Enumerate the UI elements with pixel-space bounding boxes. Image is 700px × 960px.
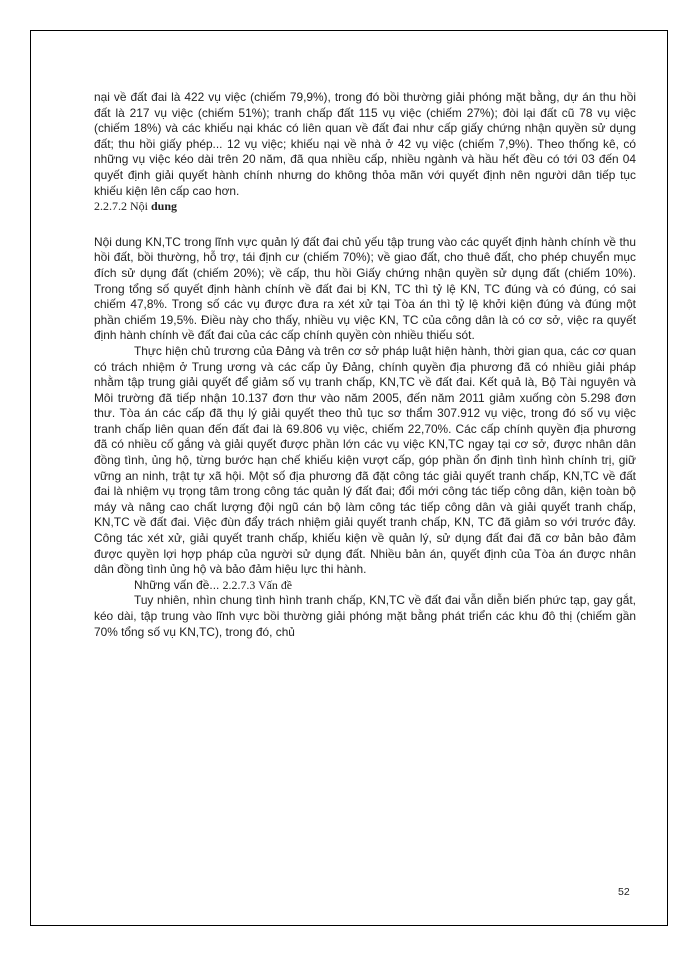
issues-heading: 2.2.7.3 Vấn đề [222,577,293,592]
document-body [94,90,636,640]
paragraph-issues: Tuy nhiên, nhìn chung tình hình tranh chấp, KN,TC về đất đai vẫn diễn biến phức tạp, gay gắt, kéo dài, tập trung vào lĩnh vực bồi thường giải phóng mặt bằng phát triển các khu đô thị (chiếm gần 70% tổng số vụ KN,TC), trong đó, chủ [94,593,636,639]
page-number: 52 [618,886,630,898]
heading-bold: dung [151,199,178,214]
paragraph-land-complaints-stats: nại về đất đai là 422 vụ việc (chiếm 79,9%), trong đó bồi thường giải phóng mặt bằng, dự án thu hồi đất là 217 vụ việc (chiếm 51%); tranh chấp đất 115 vụ việc (chiếm 27%); đòi lại đất cũ 78 vụ việc (chiếm 18%) và các khiếu nại khác có liên quan về đất đai như cấp giấy chứng nhận quyền sử dụng đất; thu hồi giấy phép... 12 vụ việc; khiếu nại về nhà ở 42 vụ việc (chiếm 7,9%). Theo thống kê, có những vụ việc kéo dài trên 20 năm, đã qua nhiều cấp, nhiều ngành và hầu hết đều có tới 03 đến 04 quyết định giải quyết hành chính nhưng do không thỏa mãn với quyết định nên người dân tiếp tục khiếu kiện lên cấp cao hơn. [94,90,636,198]
section-heading-2-2-7-3 [94,578,636,594]
section-heading-2-2-7-2 [94,199,636,215]
issues-prefix: Những vấn đề... [134,577,223,592]
heading-prefix: 2.2.7.2 Nội [94,199,151,214]
paragraph-content: Nội dung KN,TC trong lĩnh vực quản lý đất đai chủ yếu tập trung vào các quyết định hành chính về thu hồi đất, bồi thường, hỗ trợ, tái định cư (chiếm 70%); về giao đất, cho thuê đất, cho phép chuyển mục đích sử dụng đất (chiếm 20%); về cấp, thu hồi Giấy chứng nhận quyền sử dụng đất (chiếm 10%). Trong tổng số quyết định hành chính về đất đai bị KN, TC thì tỷ lệ KN, TC đúng và có đúng, có sai chiếm 47,8%. Trong số các vụ được đưa ra xét xử tại Tòa án thì tỷ lệ khởi kiện đúng và đúng một phần chiếm 19,5%. Điều này cho thấy, nhiều vụ việc KN, TC của công dân là có cơ sở, việc ra quyết định hành chính về đất đai của các cấp chính quyền còn nhiều thiếu sót. [94,234,636,343]
paragraph-implementation: Thực hiện chủ trương của Đảng và trên cơ sở pháp luật hiện hành, thời gian qua, các cơ quan có trách nhiệm ở Trung ương và các cấp ủy Đảng, chính quyền địa phương đã có nhiều giải pháp nhằm tập trung giải quyết để giảm số vụ tranh chấp, KN,TC về đất đai. Kết quả là, Bộ Tài nguyên và Môi trường đã tiếp nhận 10.137 đơn thư vào năm 2005, đến năm 2011 giảm xuống còn 5.298 đơn thư. Tòa án các cấp đã thụ lý giải quyết theo thủ tục sơ thẩm 307.912 vụ việc, trong đó số vụ việc tranh chấp liên quan đến đất đai là 69.806 vụ việc, chiếm 22,70%. Các cấp chính quyền địa phương đã có nhiều cố gắng và giải quyết được phần lớn các vụ việc KN,TC ngay tại cơ sở, được nhân dân đồng tình, ủng hộ, từng bước hạn chế khiếu kiện vượt cấp, góp phần ổn định tình hình chính trị, giữ vững an ninh, trật tự xã hội. Một số địa phương đã đặt công tác giải quyết tranh chấp, KN,TC về đất đai là nhiệm vụ trọng tâm trong công tác quản lý đất đai; đổi mới công tác tiếp công dân, kiện toàn bộ máy và nâng cao chất lượng đội ngũ cán bộ làm công tác tiếp công dân và giải quyết tranh chấp, KN,TC về đất đai. Việc đùn đẩy trách nhiệm giải quyết tranh chấp, KN, TC đã giảm so với trước đây. Công tác xét xử, giải quyết tranh chấp, khiếu kiện về quản lý, sử dụng đất đai đã cơ bản bảo đảm được quyền lợi hợp pháp của người sử dụng đất. Nhiều bản án, quyết định của Tòa án được nhân dân đồng tình ủng hộ và bảo đảm hiệu lực thi hành. [94,343,636,577]
spacer [94,215,636,235]
